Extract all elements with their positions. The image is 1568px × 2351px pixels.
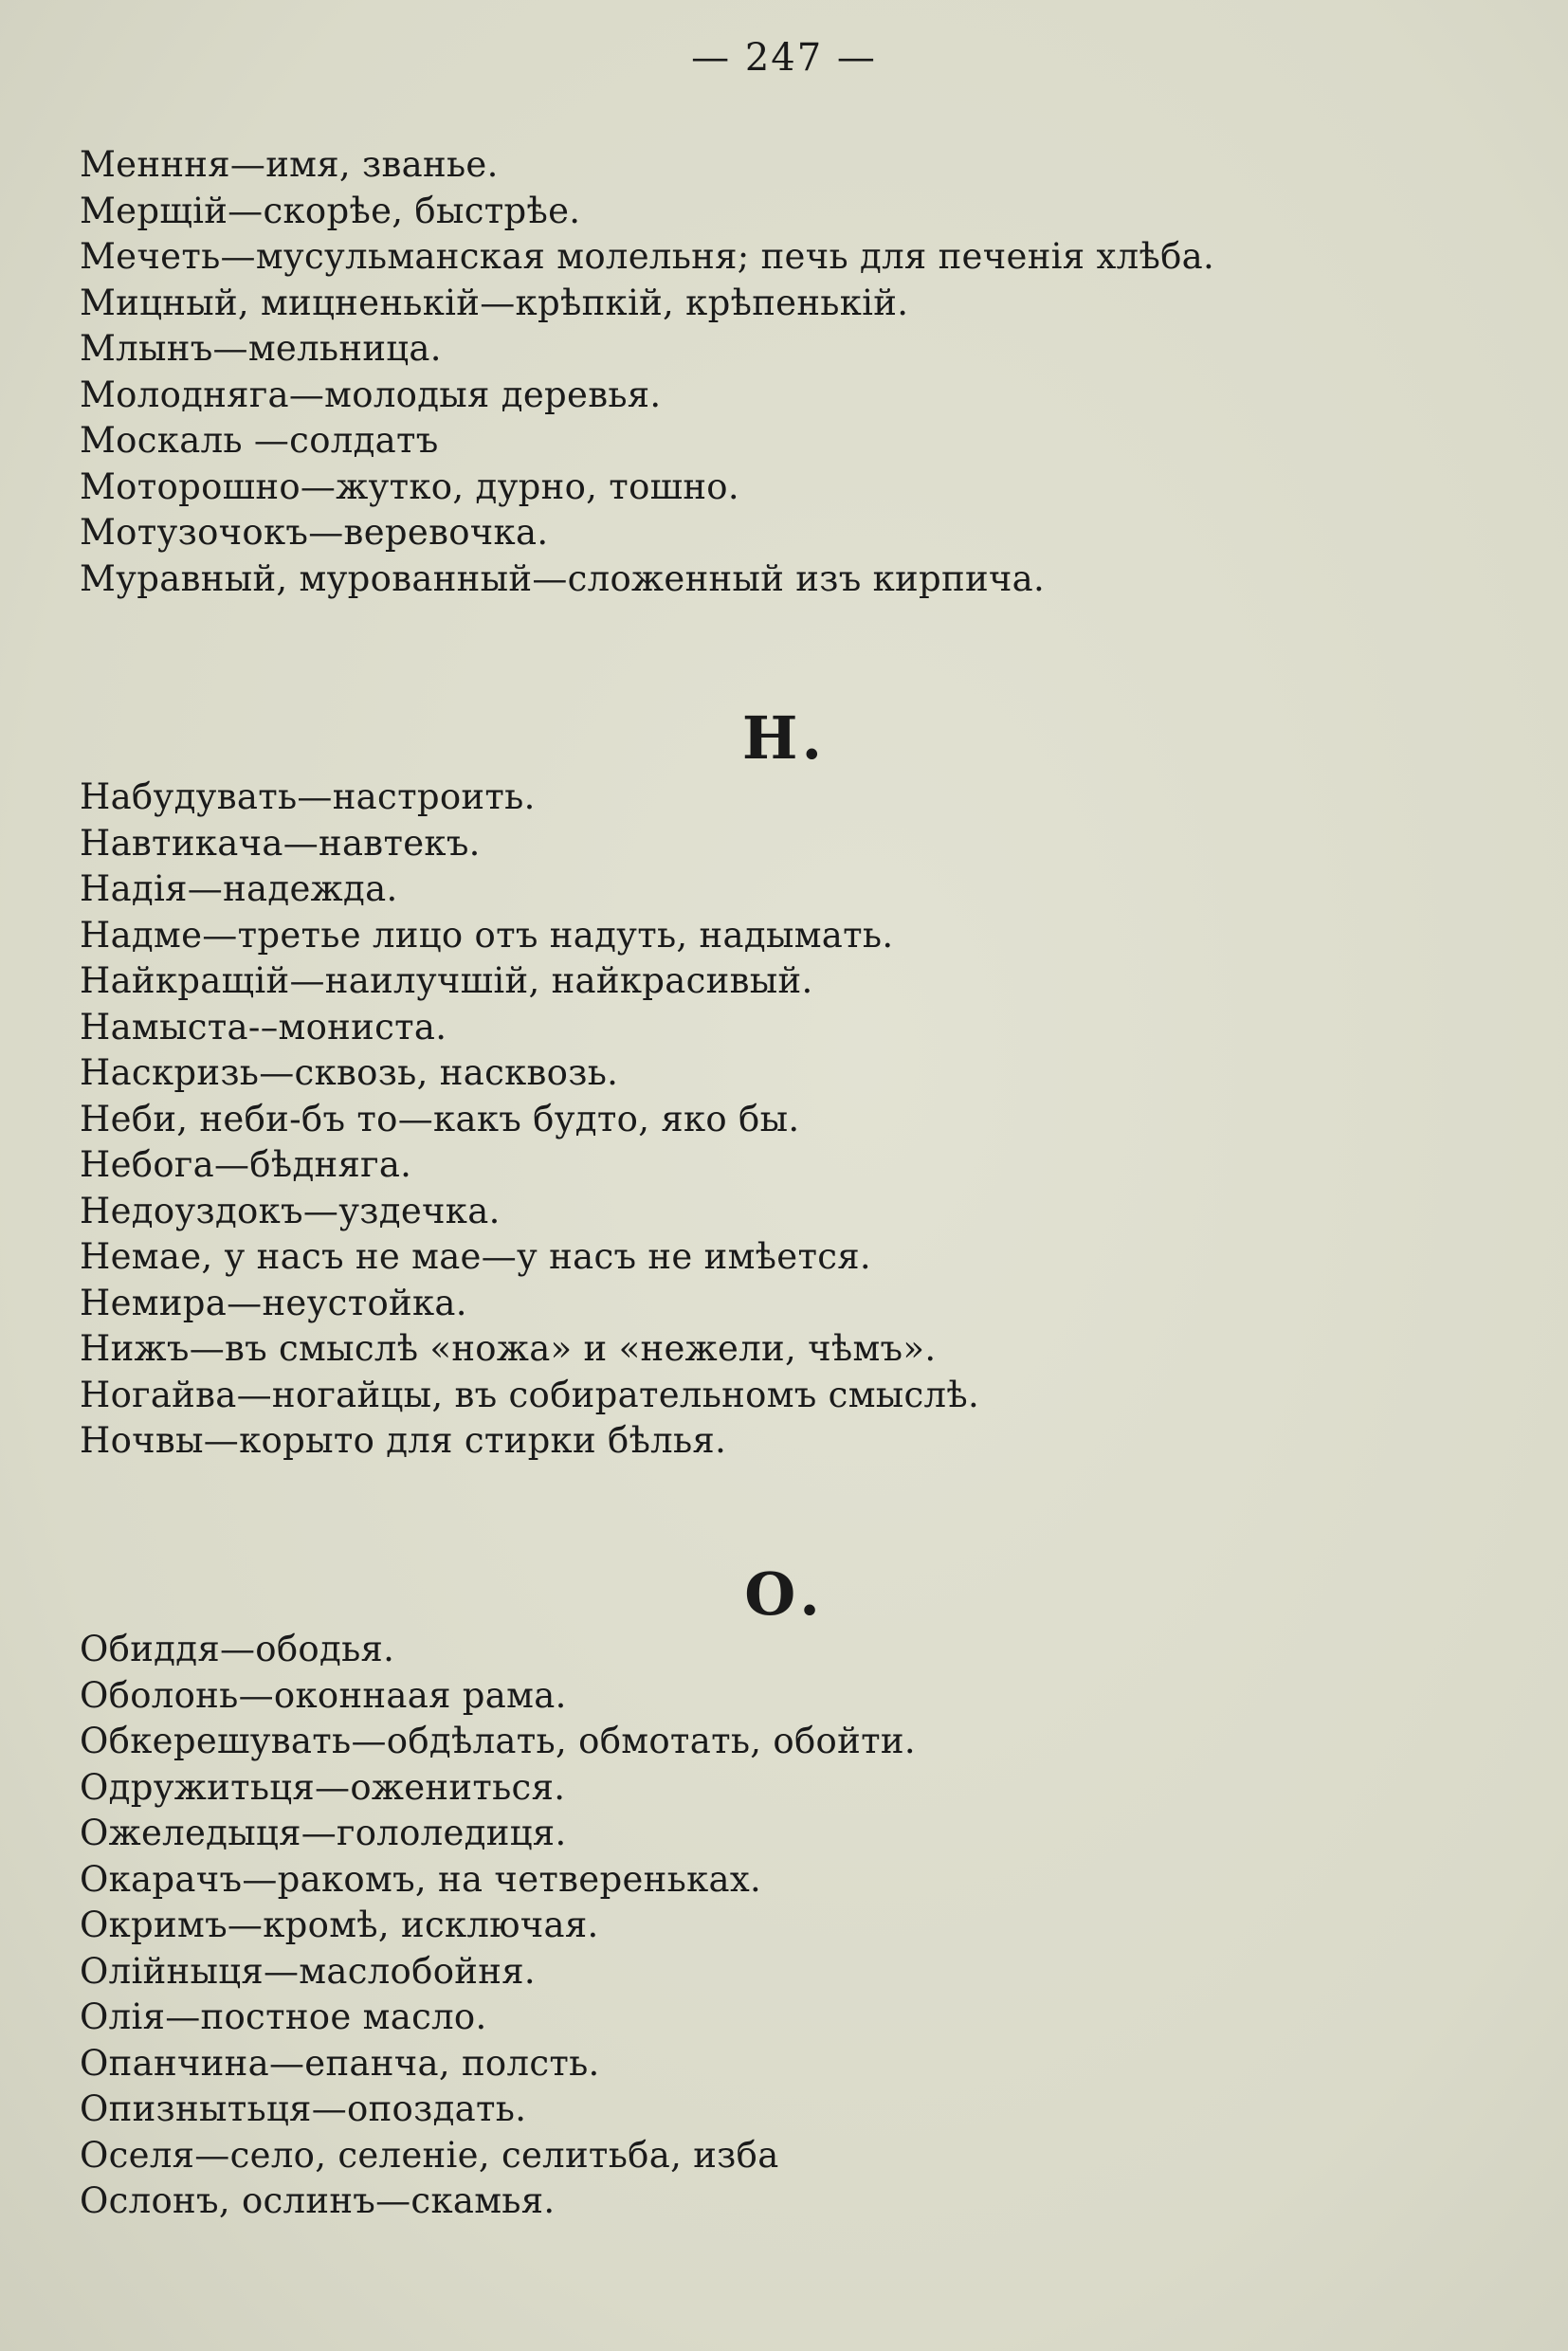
dictionary-entry: Окарачъ—ракомъ, на четвереньках. bbox=[80, 1858, 762, 1900]
dictionary-entry: Олія—постное масло. bbox=[80, 1996, 487, 2037]
dictionary-entry: Немае, у насъ не мае—у насъ не имѣется. bbox=[80, 1236, 871, 1277]
dictionary-entry: Окримъ—кромѣ, исключая. bbox=[80, 1904, 599, 1945]
dictionary-entry: Надме—третье лицо отъ надуть, надымать. bbox=[80, 914, 894, 956]
dictionary-entry: Млынъ—мельница. bbox=[80, 328, 442, 369]
dictionary-entry: Надія—надежда. bbox=[80, 868, 398, 909]
dictionary-entry: Недоуздокъ—уздечка. bbox=[80, 1190, 501, 1231]
dictionary-entry: Молодняга—молодыя деревья. bbox=[80, 374, 662, 415]
section-heading-o: О. bbox=[744, 1559, 824, 1629]
section-n-entries bbox=[80, 775, 1483, 1465]
dictionary-entry: Ногайва—ногайцы, въ собирательномъ смыслѣ. bbox=[80, 1374, 980, 1415]
dictionary-entry: Опанчина—епанча, полсть. bbox=[80, 2042, 600, 2084]
dictionary-entry: Обкерешувать—обдѣлать, обмотать, обойти. bbox=[80, 1721, 916, 1761]
dictionary-entry: Намыста-–мониста. bbox=[80, 1006, 447, 1048]
dictionary-entry: Муравный, мурованный—сложенный изъ кирпича. bbox=[80, 557, 1046, 599]
dictionary-entry: Одружитьця—ожениться. bbox=[80, 1766, 566, 1808]
dictionary-entry: Мерщій—скорѣе, быстрѣе. bbox=[80, 190, 581, 231]
dictionary-entry: Мечеть—мусульманская молельня; печь для печенія хлѣба. bbox=[80, 236, 1215, 277]
dictionary-entry: Ожеледыця—гололедиця. bbox=[80, 1813, 567, 1853]
dictionary-entry: Наскризь—сквозь, насквозь. bbox=[80, 1052, 619, 1093]
dictionary-entry: Обиддя—ободья. bbox=[80, 1629, 395, 1669]
dictionary-entry: Неби, неби-бъ то—какъ будто, яко бы. bbox=[80, 1098, 800, 1139]
dictionary-entry: Опизнытьця—опоздать. bbox=[80, 2088, 527, 2129]
dictionary-entry: Олійныця—маслобойня. bbox=[80, 1950, 536, 1992]
dictionary-entry: Немира—неустойка. bbox=[80, 1282, 467, 1323]
dictionary-entry: Менння—имя, званье. bbox=[80, 144, 499, 185]
dictionary-entry: Моторошно—жутко, дурно, тошно. bbox=[80, 465, 739, 507]
dictionary-entry: Москаль —солдатъ bbox=[80, 420, 439, 461]
dictionary-entry: Ослонъ, ослинъ—скамья. bbox=[80, 2180, 556, 2221]
dictionary-entry: Навтикача—навтекъ. bbox=[80, 822, 481, 864]
dictionary-entry: Найкращій—наилучшій, найкрасивый. bbox=[80, 960, 813, 1001]
dictionary-entry: Оболонь—оконнаая рама. bbox=[80, 1674, 567, 1716]
dictionary-entry: Небога—бѣдняга. bbox=[80, 1144, 412, 1185]
section-heading-n: Н. bbox=[741, 703, 827, 773]
dictionary-entry: Мицный, мицненькій—крѣпкій, крѣпенькій. bbox=[80, 282, 909, 323]
dictionary-entry: Мотузочокъ—веревочка. bbox=[80, 512, 549, 553]
section-m-entries bbox=[80, 142, 1483, 602]
page-number: — 247 — bbox=[691, 36, 877, 80]
section-o-entries bbox=[80, 1627, 1483, 2225]
dictionary-entry: Оселя—село, селеніе, селитьба, изба bbox=[80, 2134, 779, 2176]
dictionary-entry: Нижъ—въ смыслѣ «ножа» и «нежели, чѣмъ». bbox=[80, 1328, 937, 1369]
dictionary-entry: Ночвы—корыто для стирки бѣлья. bbox=[80, 1420, 727, 1461]
dictionary-entry: Набудувать—настроить. bbox=[80, 776, 536, 817]
